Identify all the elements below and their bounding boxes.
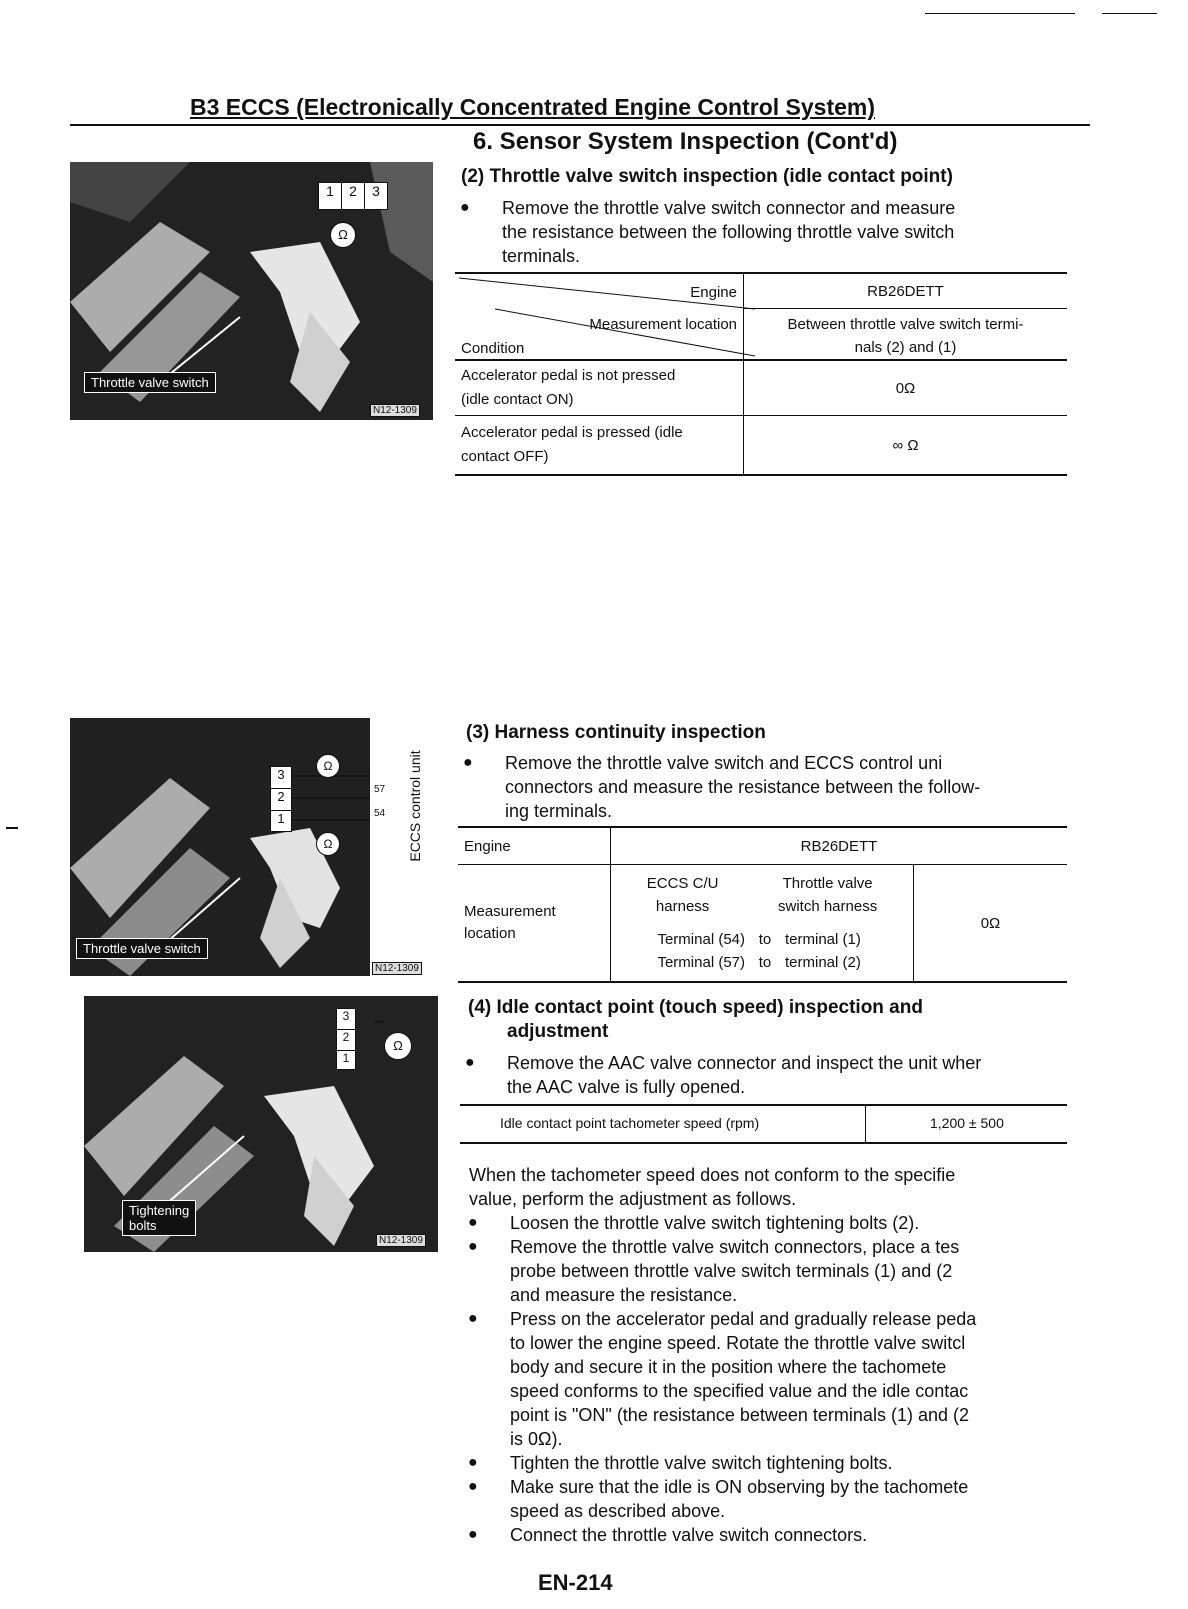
section-title: 6. Sensor System Inspection (Cont'd)	[473, 128, 898, 155]
ecu-label-box	[400, 738, 426, 888]
section2-bullet	[460, 196, 1072, 268]
terminal-box: 1	[277, 811, 285, 826]
text-line: ing terminals.	[505, 801, 613, 821]
text-line: Remove the throttle valve switch connectors, place a tes	[510, 1237, 960, 1257]
text-line: is 0Ω).	[510, 1429, 563, 1449]
section3-heading: (3) Harness continuity inspection	[466, 722, 766, 743]
figure-code: N12-1309	[370, 404, 420, 417]
terminal-box: 1	[342, 1051, 350, 1065]
text-line: When the tachometer speed does not conform to the specifie	[469, 1165, 956, 1185]
chapter-title: B3 ECCS (Electronically Concentrated Engine Control System)	[190, 94, 876, 120]
text-line: (idle contact ON)	[461, 391, 574, 408]
text-line: to lower the engine speed. Rotate the throttle valve switcl	[510, 1333, 966, 1353]
scan-mark	[925, 13, 1075, 14]
step-item	[468, 1235, 1080, 1307]
location-label	[458, 865, 611, 983]
condition-cell	[455, 360, 744, 416]
text-line: Measurement	[464, 903, 556, 920]
pin-label: 54	[374, 808, 386, 819]
connector-diagram	[336, 1008, 356, 1070]
text-line: Accelerator pedal is pressed (idle	[461, 424, 683, 441]
figure-code: N12-1309	[376, 1234, 426, 1247]
page-number: EN-214	[538, 1570, 613, 1595]
section2-table	[455, 272, 1067, 476]
bullet-icon: ●	[463, 754, 473, 771]
text-line: point is "ON" (the resistance between terminals (1) and (2	[510, 1405, 969, 1425]
terminal-box: 1	[319, 183, 342, 209]
terminal-box: 2	[337, 1030, 355, 1051]
section2-heading: (2) Throttle valve switch inspection (idle contact point)	[461, 166, 953, 187]
text-line: value, perform the adjustment as follows.	[469, 1189, 797, 1209]
measurement-location	[744, 309, 1067, 359]
terminal-box: 3	[337, 1009, 355, 1030]
corner-engine-label: Engine	[690, 284, 737, 301]
table-header-cell	[744, 273, 1068, 360]
connector-diagram	[318, 182, 388, 210]
text-line: and measure the resistance.	[510, 1285, 738, 1305]
ecu-label: ECCS control unit	[407, 750, 423, 862]
text-line: Connect the throttle valve switch connectors.	[510, 1525, 868, 1545]
figure-tightening-bolts-photo	[84, 996, 438, 1252]
to-word: to	[758, 931, 772, 948]
ohmmeter-icon: Ω	[330, 222, 356, 248]
bullet-icon: ●	[468, 1238, 478, 1255]
to-word: to	[758, 954, 772, 971]
engine-model: RB26DETT	[744, 274, 1067, 309]
to-terminal: terminal (2)	[785, 954, 861, 971]
to-terminal: terminal (1)	[785, 931, 861, 948]
text-line: location	[464, 925, 516, 942]
scan-mark	[1102, 13, 1157, 14]
text-line: probe between throttle valve switch terminals (1) and (2	[510, 1261, 953, 1281]
bullet-icon: ●	[468, 1478, 478, 1495]
figure-throttle-switch-photo	[70, 162, 433, 420]
spec-value: 1,200 ± 500	[930, 1115, 1004, 1131]
harness-headings	[617, 872, 907, 918]
text-line: connectors and measure the resistance between the follow-	[505, 777, 981, 797]
from-terminal: Terminal (57)	[657, 954, 745, 971]
text-line: speed as described above.	[510, 1501, 726, 1521]
bullet-icon: ●	[465, 1054, 475, 1071]
terminal-box: 2	[342, 183, 365, 209]
text-line: nals (2) and (1)	[854, 339, 957, 356]
figure-harness-photo	[70, 718, 433, 976]
engine-label: Engine	[458, 827, 611, 865]
section3-table	[458, 826, 1067, 983]
text-line: bolts	[129, 1218, 157, 1233]
engine-model: RB26DETT	[611, 827, 1068, 865]
condition-cell	[455, 416, 744, 476]
section4-bullet	[465, 1051, 1077, 1099]
text-line: Loosen the throttle valve switch tightening bolts (2).	[510, 1213, 920, 1233]
ohmmeter-icon: Ω	[316, 832, 340, 856]
section3-bullet	[463, 751, 1077, 823]
text-line: Throttle valve	[782, 875, 873, 892]
text-line: ECCS C/U	[646, 875, 719, 892]
text-line: the resistance between the following throttle valve switch	[502, 222, 955, 242]
bullet-icon: ●	[468, 1526, 478, 1543]
value-cell: ∞ Ω	[892, 436, 919, 454]
step-item	[468, 1451, 1080, 1475]
text-line: contact OFF)	[461, 448, 549, 465]
text-line: harness	[655, 898, 710, 915]
text-line: Remove the throttle valve switch connector and measure	[502, 198, 956, 218]
terminal-box: 3	[271, 767, 291, 789]
adjustment-intro	[469, 1163, 1079, 1211]
table-corner-cell	[455, 273, 744, 360]
terminal-pair-row	[617, 951, 907, 974]
adjustment-steps	[468, 1211, 1080, 1547]
bullet-icon: ●	[468, 1310, 478, 1327]
corner-location-label: Measurement location	[589, 316, 737, 333]
step-item	[468, 1211, 1080, 1235]
text-line: Accelerator pedal is not pressed	[461, 367, 676, 384]
value-cell: 0Ω	[744, 360, 1068, 416]
pin-label: 57	[374, 784, 386, 795]
section4-heading: (4) Idle contact point (touch speed) inspection and	[468, 997, 923, 1018]
spec-table	[460, 1104, 1067, 1144]
step-item	[468, 1523, 1080, 1547]
from-terminal: Terminal (54)	[657, 931, 745, 948]
bullet-icon: ●	[460, 199, 470, 216]
text-line: Between throttle valve switch termi-	[787, 316, 1024, 333]
terminal-box: 3	[372, 183, 380, 199]
header-rule	[70, 124, 1090, 126]
scan-mark	[6, 827, 18, 829]
bullet-icon: ●	[468, 1214, 478, 1231]
text-line: Remove the throttle valve switch and ECCS control uni	[505, 753, 943, 773]
connector-diagram	[270, 766, 292, 832]
terminal-box: 2	[271, 789, 291, 811]
text-line: body and secure it in the position where the tachomete	[510, 1357, 947, 1377]
value-cell: 0Ω	[980, 914, 1001, 932]
ohmmeter-icon: Ω	[316, 754, 340, 778]
spec-label: Idle contact point tachometer speed (rpm)	[500, 1115, 760, 1131]
text-line: speed conforms to the specified value and the idle contac	[510, 1381, 969, 1401]
text-line: Make sure that the idle is ON observing by the tachomete	[510, 1477, 969, 1497]
text-line: Tightening	[129, 1203, 190, 1218]
terminal-pairs-cell	[611, 865, 914, 983]
figure-caption: Throttle valve switch	[76, 938, 208, 959]
ohmmeter-icon: Ω	[384, 1032, 412, 1060]
bullet-icon: ●	[468, 1454, 478, 1471]
text-line: Remove the AAC valve connector and inspect the unit wher	[507, 1053, 982, 1073]
terminal-pairs	[617, 928, 907, 974]
divider	[865, 1106, 866, 1142]
text-line: Tighten the throttle valve switch tightening bolts.	[510, 1453, 893, 1473]
figure-caption: Throttle valve switch	[84, 372, 216, 393]
step-item	[468, 1475, 1080, 1523]
text-line: switch harness	[778, 898, 878, 915]
terminal-pair-row	[617, 928, 907, 951]
section4-heading-cont: adjustment	[507, 1021, 609, 1042]
text-line: the AAC valve is fully opened.	[507, 1077, 746, 1097]
corner-condition-label: Condition	[461, 340, 525, 357]
step-item	[468, 1307, 1080, 1451]
figure-code: N12-1309	[372, 962, 422, 975]
text-line: Press on the accelerator pedal and gradually release peda	[510, 1309, 977, 1329]
figure-caption	[122, 1200, 196, 1236]
text-line: terminals.	[502, 246, 581, 266]
